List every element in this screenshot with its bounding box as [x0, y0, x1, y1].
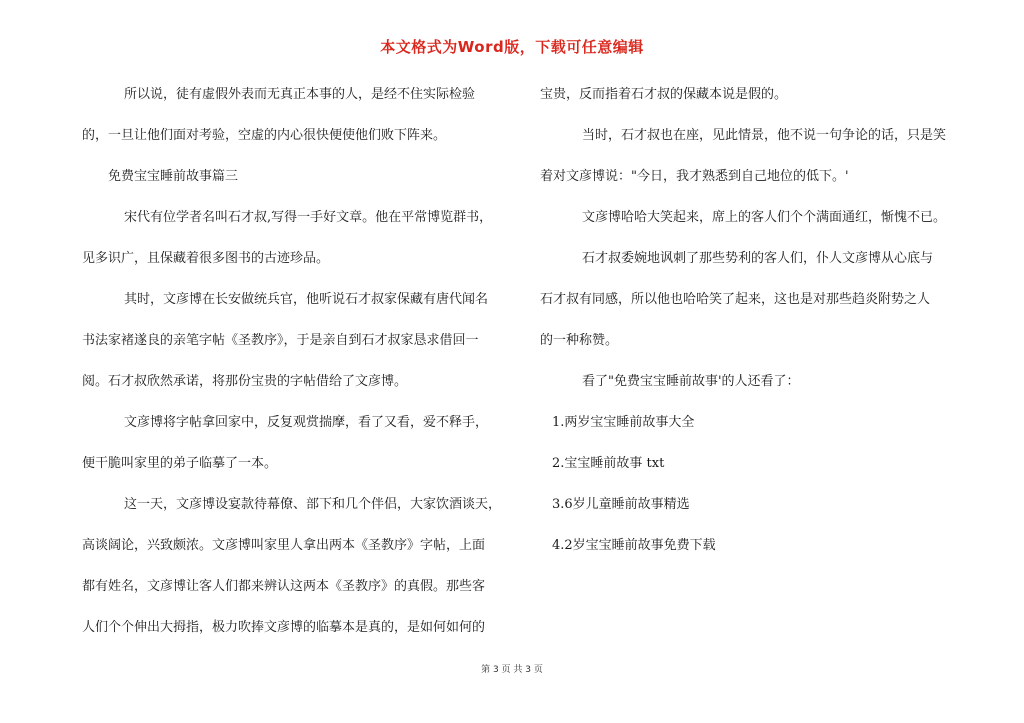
text-line: 都有姓名，文彦博让客人们都来辨认这两本《圣教序》的真假。那些客: [82, 579, 486, 594]
text-line: 宋代有位学者名叫石才叔,写得一手好文章。他在平常博览群书，: [124, 210, 493, 225]
text-line: 文彦博将字帖拿回家中，反复观赏揣摩，看了又看，爱不释手，: [124, 415, 489, 430]
text-line: 免费宝宝睡前故事篇三: [108, 169, 239, 184]
text-line: 人们个个伸出大拇指，极力吹捧文彦博的临摹本是真的，是如何如何的: [82, 620, 486, 635]
text-line: 宝贵，反而指着石才叔的保藏本说是假的。: [540, 87, 788, 102]
text-line: 着对文彦博说："今日，我才熟悉到自己地位的低下。': [540, 169, 849, 184]
text-line: 3.6岁儿童睡前故事精选: [552, 497, 690, 512]
text-line: 书法家褚遂良的亲笔字帖《圣教序》，于是亲自到石才叔家恳求借回一: [82, 333, 479, 348]
text-line: 见多识广，且保藏着很多图书的古迹珍品。: [82, 251, 330, 266]
text-line: 高谈阔论，兴致颇浓。文彦博叫家里人拿出两本《圣教序》字帖，上面: [82, 538, 486, 553]
text-line: 便干脆叫家里的弟子临摹了一本。: [82, 456, 278, 471]
text-line: 这一天，文彦博设宴款待幕僚、部下和几个伴侣，大家饮酒谈天，: [124, 497, 502, 512]
document-header: 本文格式为Word版，下载可任意编辑: [380, 38, 644, 56]
text-line: 2.宝宝睡前故事 txt: [552, 456, 665, 471]
text-line: 阅。石才叔欣然承诺，将那份宝贵的字帖借给了文彦博。: [82, 374, 408, 389]
text-line: 文彦博哈哈大笑起来，席上的客人们个个满面通红，惭愧不已。: [582, 210, 947, 225]
right-column: [540, 74, 972, 566]
text-line: 看了"免费宝宝睡前故事'的人还看了：: [582, 374, 800, 389]
text-line: 所以说，徒有虚假外表而无真正本事的人，是经不住实际检验: [124, 87, 476, 102]
text-line: 当时，石才叔也在座，见此情景，他不说一句争论的话，只是笑: [582, 128, 947, 143]
text-line: 4.2岁宝宝睡前故事免费下载: [552, 538, 716, 553]
text-line: 其时，文彦博在长安做统兵官，他听说石才叔家保藏有唐代闻名: [124, 292, 489, 307]
page-footer: 第 3 页 共 3 页: [481, 665, 543, 675]
text-line: 的，一旦让他们面对考验，空虚的内心很快便使他们败下阵来。: [82, 128, 447, 143]
text-line: 1.两岁宝宝睡前故事大全: [552, 415, 695, 430]
text-line: 石才叔委婉地讽刺了那些势利的客人们，仆人文彦博从心底与: [582, 251, 934, 266]
text-line: 的一种称赞。: [540, 333, 619, 348]
left-column: [82, 74, 512, 648]
text-line: 石才叔有同感，所以他也哈哈笑了起来，这也是对那些趋炎附势之人: [540, 292, 931, 307]
